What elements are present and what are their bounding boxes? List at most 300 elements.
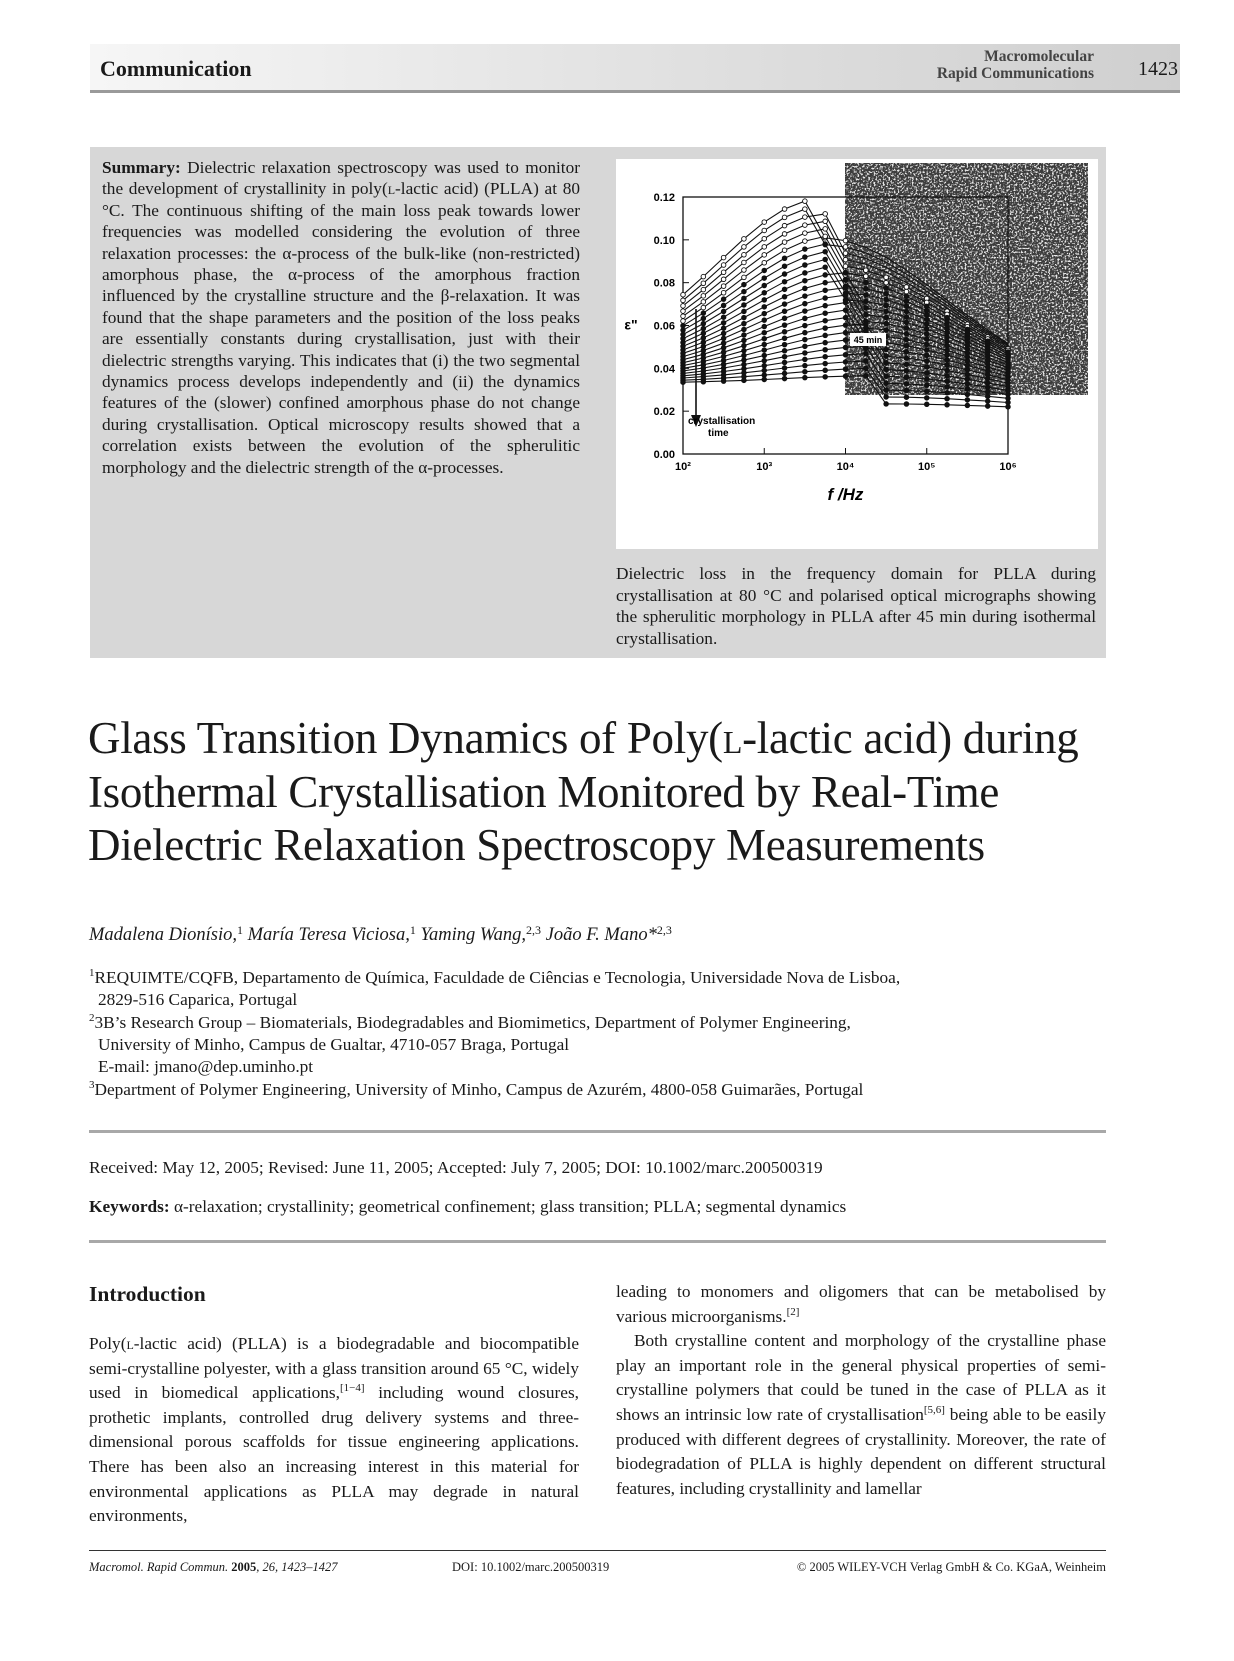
y-axis-label: ε" [624,316,638,333]
data-point [884,303,889,308]
data-point [701,305,706,310]
data-point [843,338,848,343]
data-point [803,223,808,228]
data-point [782,207,787,212]
data-point [803,351,808,356]
data-point [803,363,808,368]
data-point [823,361,828,366]
data-point [721,336,726,341]
data-point [762,236,767,241]
author-4-aff: 2,3 [656,923,672,937]
data-point [681,380,686,385]
x-axis-label: f /Hz [827,485,864,504]
data-point [945,373,950,378]
data-point [864,268,869,273]
data-point [742,252,747,257]
affiliation-2-line1: 3B’s Research Group – Biomaterials, Biodegradables and Biomimetics, Department of Polymer Engineering, [94,1013,851,1032]
col1-text-a: Poly( [89,1334,127,1353]
inset-label: 45 min [853,335,883,345]
data-point [803,286,808,291]
data-point [843,251,848,256]
header-rule [90,90,1180,93]
data-point [782,316,787,321]
data-point [843,308,848,313]
data-point [762,311,767,316]
data-point [803,199,808,204]
summary-text [102,157,580,478]
data-point [701,331,706,336]
data-point [701,274,706,279]
data-point [864,359,869,364]
data-point [681,292,686,297]
data-point [823,375,828,380]
data-point [782,309,787,314]
data-point [904,320,909,325]
data-point [742,358,747,363]
data-point [742,237,747,242]
y-tick-label: 0.12 [653,192,675,204]
divider-top [89,1130,1106,1133]
data-point [823,303,828,308]
data-point [904,350,909,355]
data-point [782,256,787,261]
y-tick-label: 0.02 [653,406,675,419]
footer-copyright: © 2005 WILEY-VCH Verlag GmbH & Co. KGaA, Weinheim [796,1560,1106,1574]
data-point [701,281,706,286]
data-point [803,330,808,335]
data-point [721,341,726,346]
data-point [721,303,726,308]
col2-text-a: leading to monomers and oligomers that can be metabolised by various microorganisms. [616,1282,1106,1326]
dielectric-loss-chart [616,159,1098,549]
data-point [701,336,706,341]
data-point [823,273,828,278]
data-point [762,260,767,265]
data-point [762,298,767,303]
data-point [762,283,767,288]
data-point [904,309,909,314]
data-point [803,207,808,212]
data-point [823,333,828,338]
footer-doi: DOI: 10.1002/marc.200500319 [452,1560,610,1574]
corresponding-email[interactable]: E-mail: jmano@dep.uminho.pt [98,1057,314,1076]
data-point [762,291,767,296]
data-point [762,336,767,341]
footer-year: 2005 [231,1560,257,1574]
data-point [742,303,747,308]
data-point [701,379,706,384]
data-point [945,390,950,395]
data-point [884,388,889,393]
section-label: Communication [100,56,252,81]
data-point [721,321,726,326]
data-point [843,285,848,290]
data-point [945,343,950,348]
data-point [985,389,990,394]
data-point [803,231,808,236]
data-point [803,357,808,362]
data-point [843,315,848,320]
data-point [924,402,929,407]
data-point [884,280,889,285]
data-point [721,309,726,314]
y-tick-label: 0.04 [653,363,675,376]
data-point [742,321,747,326]
data-point [742,309,747,314]
data-point [782,232,787,237]
keywords-label: Keywords: [89,1197,170,1216]
data-point [904,315,909,320]
data-point [762,330,767,335]
data-point [803,255,808,260]
data-point [823,296,828,301]
data-point [721,331,726,336]
data-point [823,340,828,345]
keywords-list: α-relaxation; crystallinity; geometrical confinement; glass transition; PLLA; segmental dynamics [173,1197,847,1216]
data-point [864,351,869,356]
data-point [924,353,929,358]
y-tick-label: 0.06 [653,320,675,333]
data-point [843,293,848,298]
summary-part-a: Dielectric relaxation spectroscopy was used to monitor the development of crystallinity in poly( [102,158,580,199]
data-point [924,317,929,322]
col2-paragraph-2 [616,1329,1106,1501]
data-point [762,377,767,382]
data-point [965,382,970,387]
data-point [803,323,808,328]
data-point [843,352,848,357]
data-point [904,375,909,380]
data-point [762,342,767,347]
data-point [803,294,808,299]
data-point [803,344,808,349]
data-point [742,333,747,338]
data-point [742,245,747,250]
introduction-heading: Introduction [89,1282,206,1306]
data-point [924,348,929,353]
col2-p2-text-b: being able to be easily produced with different degrees of crystallinity. Moreover, the rate of biodegradation of PLLA is highly dependent on different structural features, including crystallinity and lamellar [616,1404,1106,1498]
x-tick-label: 10² [675,461,691,473]
data-point [864,293,869,298]
summary-part-b: -lactic acid) (PLLA) at 80 °C. The continuous shifting of the main loss peak towards lower frequencies was modelled considering the evolution of three relaxation processes: the α-process of the bulk-like (non-restricted) amorphous phase, the α-process of the amorphous fraction influenced by the crystalline structure and the β-relaxation. It was found that the shape parameters and the position of the loss peaks are essentially constants during crystallisation, just with their dielectric strengths varying. This indicates that (i) the two segmental dynamics process develops independently and (ii) the dynamics features of the (slower) confined amorphous phase do not change during crystallisation. Optical microscopy results showed that a correlation exists between the evolution of the spherulitic morphology and the dielectric strength of the α-processes. [102,179,580,477]
y-tick-label: 0.10 [653,234,675,247]
citation-5-6[interactable]: [5,6] [923,1403,945,1416]
data-point [762,324,767,329]
data-point [803,271,808,276]
data-point [843,238,848,243]
data-point [904,331,909,336]
data-point [823,354,828,359]
data-point [904,326,909,331]
citation-2[interactable]: [2] [786,1305,800,1318]
data-point [782,287,787,292]
title-line1 [88,712,1148,766]
data-point [803,375,808,380]
data-point [782,330,787,335]
data-point [782,371,787,376]
data-point [762,318,767,323]
data-point [782,376,787,381]
data-point [742,348,747,353]
data-point [803,316,808,321]
data-point [681,309,686,314]
data-point [803,263,808,268]
data-point [904,368,909,373]
data-point [864,286,869,291]
data-point [782,223,787,228]
publication-dates: Received: May 12, 2005; Revised: June 11, 2005; Accepted: July 7, 2005; DOI: 10.1002/marc.200500319 [89,1158,823,1177]
data-point [823,318,828,323]
data-point [843,257,848,262]
author-2: María Teresa Viciosa, [243,925,410,945]
body-column-left [89,1332,579,1529]
data-point [721,284,726,289]
data-point [762,228,767,233]
data-point [904,362,909,367]
title-line1-b: -lactic acid) during [742,713,1079,763]
y-tick-label: 0.08 [653,277,675,290]
data-point [985,394,990,399]
data-point [762,373,767,378]
data-point [945,353,950,358]
data-point [701,326,706,331]
data-point [904,395,909,400]
data-point [803,278,808,283]
data-point [823,347,828,352]
data-point [742,378,747,383]
title-line1-a: Glass Transition Dynamics of Poly( [88,713,723,763]
data-point [884,321,889,326]
data-point [721,326,726,331]
data-point [762,220,767,225]
data-point [681,323,686,328]
data-point [823,249,828,254]
footer-journal: Macromol. Rapid Commun. [89,1560,229,1574]
affiliation-2 [89,1007,1109,1078]
data-point [945,348,950,353]
data-point [884,291,889,296]
data-point [864,312,869,317]
data-point [681,304,686,309]
data-point [924,327,929,332]
data-point [742,327,747,332]
data-point [884,347,889,352]
data-point [681,314,686,319]
data-point [782,354,787,359]
data-point [843,300,848,305]
data-point [823,326,828,331]
col2-p2-text-a: Both crystalline content and morphology of the crystalline phase play an important role in the general physical properties of semi-crystalline polymers that could be tuned in the case of PLLA as it shows an intrinsic low rate of crystallisation [616,1331,1106,1424]
data-point [823,219,828,224]
data-point [904,299,909,304]
data-point [742,296,747,301]
data-point [945,402,950,407]
citation-1-4[interactable]: [1−4] [339,1382,365,1395]
data-point [924,383,929,388]
data-point [803,239,808,244]
annotation-label-line1: crystallisation [688,416,756,427]
data-point [864,299,869,304]
author-4: João F. Mano* [541,925,657,945]
data-point [782,240,787,245]
data-point [742,315,747,320]
data-point [782,302,787,307]
data-point [762,348,767,353]
data-point [884,275,889,280]
data-point [721,277,726,282]
data-point [864,306,869,311]
article-title [88,712,1148,873]
data-point [823,227,828,232]
data-point [823,368,828,373]
data-point [965,398,970,403]
affiliation-3-number: 3 [89,1079,95,1091]
data-point [924,313,929,318]
data-point [945,368,950,373]
data-point [884,315,889,320]
data-point [782,360,787,365]
data-point [803,247,808,252]
data-point [721,263,726,268]
divider-bottom [89,1240,1106,1243]
col1-text-c: including wound closures, prothetic implants, controlled drug delivery systems and three-dimensional porous scaffolds for tissue engineering applications. There has been also an increasing interest in this material for environmental applications as PLLA may degrade in natural environments, [89,1383,580,1526]
data-point [945,396,950,401]
summary-label: Summary: [102,158,181,177]
data-point [945,385,950,390]
data-point [843,360,848,365]
footer-volume-pages: , 26, 1423–1427 [256,1560,338,1574]
data-point [924,337,929,342]
data-point [742,338,747,343]
data-point [762,268,767,273]
col1-text-b: -lactic acid) (PLLA) is a biodegradable and biocompatible semi-crystalline polyester, with a glass transition around 65 °C, widely used in biomedical applications, [89,1334,579,1403]
journal-name [937,48,1094,82]
data-point [701,300,706,305]
data-point [884,367,889,372]
data-point [843,264,848,269]
data-point [742,268,747,273]
data-point [742,343,747,348]
title-line2: Isothermal Crystallisation Monitored by Real-Time [88,766,1000,817]
data-point [803,369,808,374]
data-point [884,402,889,407]
data-point [904,402,909,407]
x-tick-label: 10³ [756,461,773,473]
data-point [864,280,869,285]
data-point [965,363,970,368]
data-point [742,260,747,265]
data-point [924,377,929,382]
data-point [823,311,828,316]
data-point [884,354,889,359]
data-point [843,278,848,283]
data-point [721,255,726,260]
data-point [884,381,889,386]
author-list [89,923,672,946]
data-point [701,294,706,299]
body-column-right [616,1280,1106,1501]
author-2-aff: 1 [409,923,416,937]
affiliation-3 [89,1074,1109,1101]
figure-caption: Dielectric loss in the frequency domain for PLLA during crystallisation at 80 °C and polarised optical micrographs showing the spherulitic morphology in PLLA after 45 min during isothermal crystallisation. [616,564,1096,648]
data-point [782,279,787,284]
data-point [762,305,767,310]
keywords [89,1197,846,1217]
x-tick-label: 10⁵ [918,461,936,473]
author-3: Yaming Wang, [415,925,527,945]
footer-rule [89,1550,1106,1551]
data-point [904,388,909,393]
data-point [803,337,808,342]
affiliation-2-line2: University of Minho, Campus de Gualtar, 4710-057 Braga, Portugal [98,1035,570,1054]
data-point [782,264,787,269]
data-point [924,396,929,401]
data-point [701,287,706,292]
affiliation-1-line1: REQUIMTE/CQFB, Departamento de Química, Faculdade de Ciências e Tecnologia, Universidade Nova de Lisboa, [94,968,901,987]
data-point [965,403,970,408]
journal-name-line1: Macromolecular [984,48,1094,65]
title-smallcaps: l [722,713,743,763]
data-point [843,367,848,372]
data-point [904,294,909,299]
title-line3: Dielectric Relaxation Spectroscopy Measurements [88,820,985,870]
data-point [782,248,787,253]
data-point [843,330,848,335]
data-point [762,368,767,373]
data-point [721,379,726,384]
data-point [843,374,848,379]
data-point [985,399,990,404]
data-point [924,389,929,394]
data-point [742,282,747,287]
data-point [701,316,706,321]
data-point [884,395,889,400]
data-point [782,336,787,341]
data-point [681,298,686,303]
data-point [965,387,970,392]
data-point [721,346,726,351]
data-point [924,359,929,364]
data-point [884,297,889,302]
data-point [1006,405,1011,410]
data-point [945,339,950,344]
data-point [884,309,889,314]
data-point [762,253,767,258]
data-point [823,257,828,262]
y-tick-label: 0.00 [653,449,675,461]
data-point [843,345,848,350]
data-point [965,372,970,377]
data-point [681,319,686,324]
data-point [762,353,767,358]
x-tick-label: 10⁴ [836,461,855,473]
data-point [985,385,990,390]
journal-name-line2: Rapid Communications [936,65,1094,82]
data-point [721,270,726,275]
data-point [782,366,787,371]
data-point [884,374,889,379]
x-tick-label: 10⁶ [999,461,1017,473]
data-point [904,343,909,348]
data-point [864,366,869,371]
data-point [904,285,909,290]
data-point [762,245,767,250]
data-point [904,337,909,342]
data-point [945,358,950,363]
data-point [884,328,889,333]
data-point [864,373,869,378]
data-point [945,379,950,384]
